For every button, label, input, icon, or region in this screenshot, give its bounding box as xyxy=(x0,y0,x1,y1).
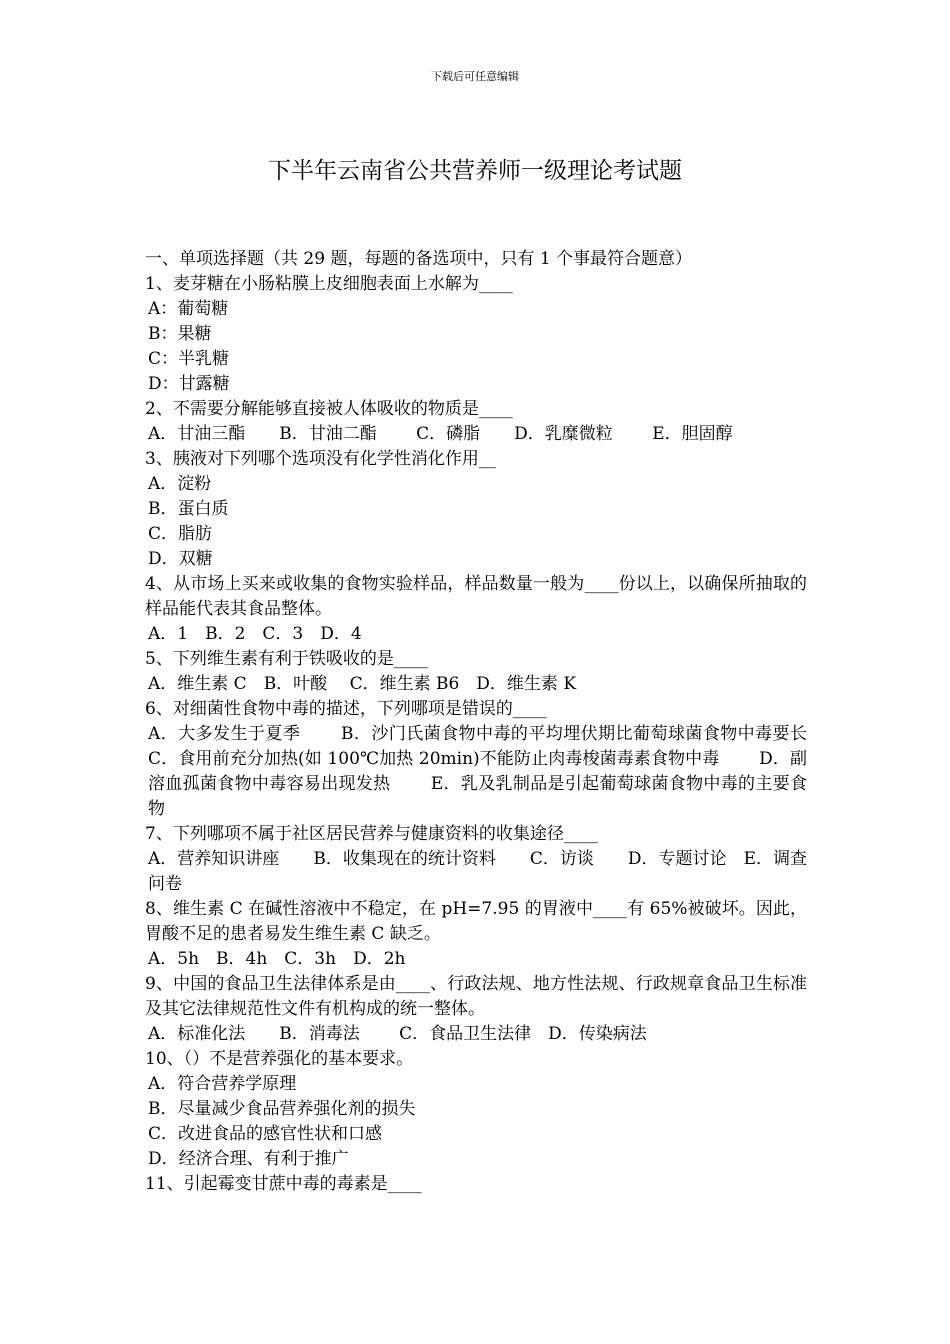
section-heading: 一、单项选择题（共 29 题，每题的备选项中，只有 1 个事最符合题意） xyxy=(145,249,693,269)
question-line: 1、麦芽糖在小肠粘膜上皮细胞表面上水解为____ xyxy=(145,274,513,294)
option-line: A．营养知识讲座 B．收集现在的统计资料 C．访谈 D．专题讨论 E．调查问卷 xyxy=(148,849,807,894)
option-line: D．经济合理、有利于推广 xyxy=(148,1149,349,1169)
question-line: 11、引起霉变甘蔗中毒的毒素是____ xyxy=(145,1174,422,1194)
option-line: A．标准化法 B．消毒法 C．食品卫生法律 D．传染病法 xyxy=(148,1024,647,1044)
option-line: A：葡萄糖 xyxy=(148,299,229,319)
question-line: 7、下列哪项不属于社区居民营养与健康资料的收集途径____ xyxy=(145,824,598,844)
option-line: A．符合营养学原理 xyxy=(148,1074,297,1094)
option-line: C．脂肪 xyxy=(148,524,213,544)
option-line: A．维生素 C B．叶酸 C．维生素 B6 D．维生素 K xyxy=(148,674,577,694)
option-line: D：甘露糖 xyxy=(148,374,230,394)
question-line: 5、下列维生素有利于铁吸收的是____ xyxy=(145,649,428,669)
option-line: A．淀粉 xyxy=(148,474,212,494)
document-title: 下半年云南省公共营养师一级理论考试题 xyxy=(268,158,682,184)
question-line: 8、维生素 C 在碱性溶液中不稳定，在 pH=7.95 的胃液中____有 65%被破坏。因此，胃酸不足的患者易发生维生素 C 缺乏。 xyxy=(145,899,807,944)
question-line: 2、不需要分解能够直接被人体吸收的物质是____ xyxy=(145,399,513,419)
option-line: C：半乳糖 xyxy=(148,349,230,369)
option-line: A．1 B．2 C．3 D．4 xyxy=(148,624,362,644)
option-line: A．5h B．4h C．3h D．2h xyxy=(148,949,406,969)
option-line: D．双糖 xyxy=(148,549,213,569)
question-line: 4、从市场上买来或收集的食物实验样品，样品数量一般为____份以上，以确保所抽取的样品能代表其食品整体。 xyxy=(145,574,807,619)
option-line: A．甘油三酯 B．甘油二酯 C．磷脂 D．乳糜微粒 E．胆固醇 xyxy=(148,424,733,444)
option-line: B．蛋白质 xyxy=(148,499,229,519)
option-line: B．尽量减少食品营养强化剂的损失 xyxy=(148,1099,416,1119)
question-line: 9、中国的食品卫生法律体系是由____、行政法规、地方性法规、行政规章食品卫生标准及其它法律规范性文件有机构成的统一整体。 xyxy=(145,974,807,1019)
question-line: 6、对细菌性食物中毒的描述，下列哪项是错误的____ xyxy=(145,699,547,719)
question-line: 3、胰液对下列哪个选项没有化学性消化作用__ xyxy=(145,449,496,469)
question-line: 10、（）不是营养强化的基本要求。 xyxy=(145,1049,414,1069)
option-line: A．大多发生于夏季 B．沙门氏菌食物中毒的平均埋伏期比葡萄球菌食物中毒要长 C．食用前充分加热(如 100℃加热 20min)不能防止肉毒梭菌毒素食物中毒 D．副溶血孤菌食物中毒容易出现发热 E．乳及乳制品是引起葡萄球菌食物中毒的主要食物 xyxy=(148,724,847,819)
option-line: B：果糖 xyxy=(148,324,212,344)
exam-content xyxy=(145,247,847,1197)
header-note: 下载后可任意编辑 xyxy=(431,70,519,83)
option-line: C．改进食品的感官性状和口感 xyxy=(148,1124,383,1144)
